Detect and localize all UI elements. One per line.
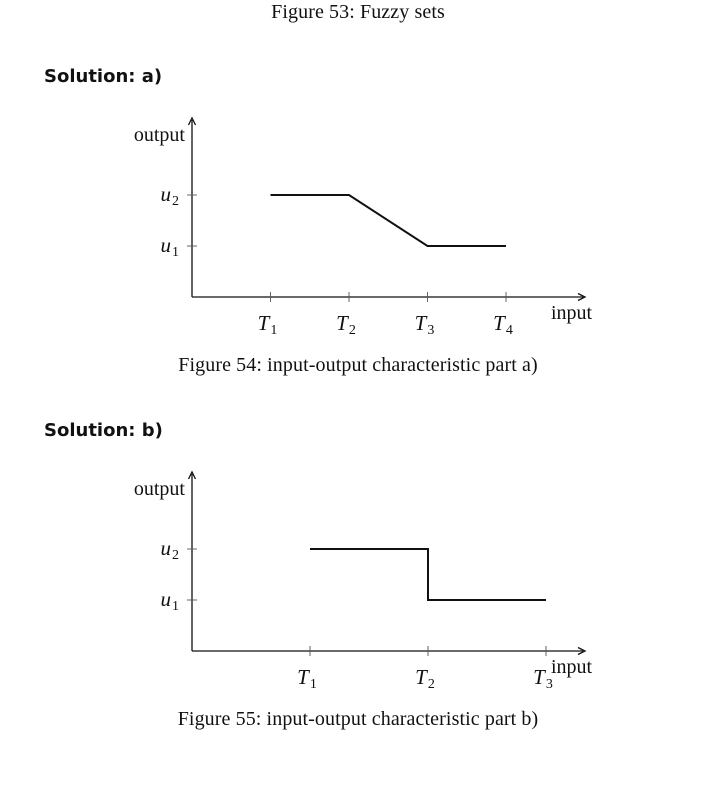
x-tick-label-t4: T4	[493, 311, 513, 338]
x-axis-label: input	[551, 302, 593, 324]
y-axis-label: output	[133, 478, 185, 500]
y-tick-label-u1: u1	[160, 587, 179, 614]
y-tick-label-u2: u2	[160, 182, 179, 209]
x-axis-label: input	[551, 656, 593, 678]
x-tick-label-t3: T3	[414, 311, 435, 338]
y-tick-label-u2: u2	[160, 536, 179, 563]
characteristic-line	[271, 195, 507, 246]
x-tick-label-t1: T1	[257, 311, 278, 338]
solution-b-heading: Solution: b)	[44, 420, 163, 441]
y-tick-label-u1: u1	[160, 233, 179, 260]
x-tick-label-t3: T3	[533, 665, 553, 692]
figure-54-caption: Figure 54: input-output characteristic part a)	[178, 354, 538, 376]
characteristic-line	[310, 549, 546, 600]
chart-part-b	[0, 464, 716, 699]
y-axis-label: output	[133, 124, 185, 146]
x-tick-label-t1: T1	[297, 665, 317, 692]
figure-55-caption: Figure 55: input-output characteristic part b)	[177, 708, 539, 730]
solution-a-heading: Solution: a)	[44, 66, 163, 87]
chart-part-a	[0, 110, 716, 345]
x-tick-label-t2: T2	[336, 311, 356, 338]
figure-53-caption: Figure 53: Fuzzy sets	[271, 1, 445, 23]
x-tick-label-t2: T2	[415, 665, 435, 692]
